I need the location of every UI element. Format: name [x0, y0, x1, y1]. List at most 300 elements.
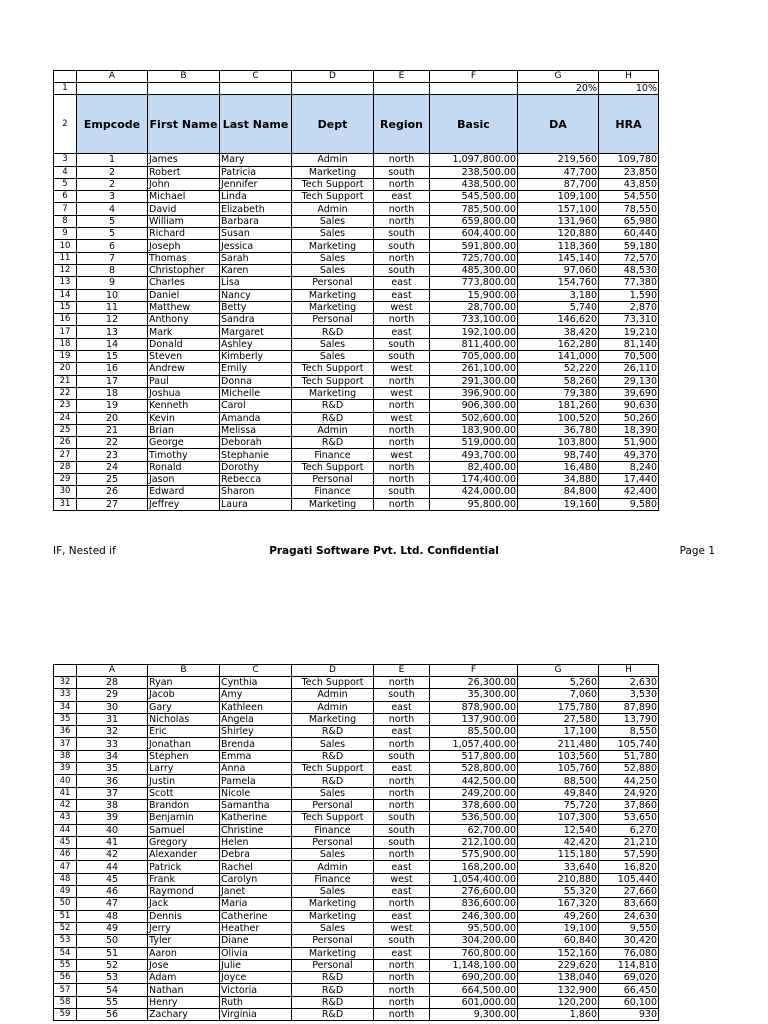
empcode-cell: 39 — [77, 812, 148, 824]
basic-cell: 1,148,100.00 — [430, 959, 518, 971]
empcode-cell: 41 — [77, 836, 148, 848]
dept-cell: R&D — [292, 1009, 374, 1021]
empcode-cell: 5 — [77, 215, 148, 227]
last-name-cell: Victoria — [220, 984, 292, 996]
last-name-cell: Heather — [220, 922, 292, 934]
row-number: 24 — [54, 412, 77, 424]
table-row — [54, 738, 659, 750]
basic-cell: 276,600.00 — [430, 886, 518, 898]
basic-cell: 246,300.00 — [430, 910, 518, 922]
region-cell: west — [374, 301, 430, 313]
region-cell: north — [374, 677, 430, 689]
da-cell: 1,860 — [518, 1009, 599, 1021]
dept-cell: Finance — [292, 486, 374, 498]
dept-cell: Personal — [292, 314, 374, 326]
table-row — [54, 178, 659, 190]
dept-cell: Marketing — [292, 387, 374, 399]
first-name-cell: Robert — [148, 166, 220, 178]
empcode-cell: 28 — [77, 677, 148, 689]
region-cell: north — [374, 713, 430, 725]
da-cell: 34,880 — [518, 474, 599, 486]
basic-cell: 760,800.00 — [430, 947, 518, 959]
empcode-cell: 30 — [77, 701, 148, 713]
dept-cell: Sales — [292, 351, 374, 363]
last-name-cell: Janet — [220, 886, 292, 898]
table-row — [54, 824, 659, 836]
region-cell: west — [374, 449, 430, 461]
region-cell: north — [374, 437, 430, 449]
region-cell: north — [374, 959, 430, 971]
hra-cell: 83,660 — [599, 898, 659, 910]
first-name-cell: Mark — [148, 326, 220, 338]
dept-cell: Tech Support — [292, 178, 374, 190]
row-number: 18 — [54, 338, 77, 350]
empcode-cell: 40 — [77, 824, 148, 836]
row-number: 53 — [54, 935, 77, 947]
row-number: 23 — [54, 400, 77, 412]
da-cell: 12,540 — [518, 824, 599, 836]
basic-cell: 545,500.00 — [430, 191, 518, 203]
basic-cell: 95,800.00 — [430, 498, 518, 510]
column-title: HRA — [599, 95, 659, 154]
last-name-cell: Rachel — [220, 861, 292, 873]
row-number: 20 — [54, 363, 77, 375]
da-cell: 115,180 — [518, 849, 599, 861]
da-cell: 75,720 — [518, 799, 599, 811]
first-name-cell: Jack — [148, 898, 220, 910]
region-cell: east — [374, 289, 430, 301]
row-number: 58 — [54, 996, 77, 1008]
first-name-cell: Brian — [148, 424, 220, 436]
footer-page-number: Page 1 — [679, 545, 715, 557]
table-row — [54, 486, 659, 498]
row-number: 31 — [54, 498, 77, 510]
table-row — [54, 424, 659, 436]
dept-cell: R&D — [292, 437, 374, 449]
da-cell: 162,280 — [518, 338, 599, 350]
basic-cell: 502,600.00 — [430, 412, 518, 424]
region-cell: north — [374, 1009, 430, 1021]
last-name-cell: Mary — [220, 154, 292, 166]
hra-cell: 50,260 — [599, 412, 659, 424]
hra-cell: 81,140 — [599, 338, 659, 350]
basic-cell: 192,100.00 — [430, 326, 518, 338]
last-name-cell: Jessica — [220, 240, 292, 252]
first-name-cell: Michael — [148, 191, 220, 203]
empcode-cell: 48 — [77, 910, 148, 922]
da-cell: 58,260 — [518, 375, 599, 387]
basic-cell: 183,900.00 — [430, 424, 518, 436]
row-number: 10 — [54, 240, 77, 252]
basic-cell: 528,800.00 — [430, 763, 518, 775]
region-cell: north — [374, 400, 430, 412]
hra-cell: 51,780 — [599, 750, 659, 762]
first-name-cell: Andrew — [148, 363, 220, 375]
first-name-cell: Samuel — [148, 824, 220, 836]
spreadsheet-page-2 — [53, 664, 659, 1021]
hra-cell: 69,020 — [599, 972, 659, 984]
row-number: 1 — [54, 83, 77, 95]
last-name-cell: Joyce — [220, 972, 292, 984]
da-cell: 49,260 — [518, 910, 599, 922]
column-letter: F — [430, 665, 518, 677]
dept-cell: Sales — [292, 787, 374, 799]
table-row — [54, 898, 659, 910]
hra-cell: 1,590 — [599, 289, 659, 301]
hra-cell: 66,450 — [599, 984, 659, 996]
row-number: 14 — [54, 289, 77, 301]
da-cell: 219,560 — [518, 154, 599, 166]
table-row — [54, 689, 659, 701]
dept-cell: Sales — [292, 849, 374, 861]
basic-cell: 604,400.00 — [430, 228, 518, 240]
table-row — [54, 351, 659, 363]
table-row — [54, 947, 659, 959]
dept-cell: R&D — [292, 412, 374, 424]
dept-cell: Personal — [292, 799, 374, 811]
last-name-cell: Melissa — [220, 424, 292, 436]
column-title: First Name — [148, 95, 220, 154]
hra-cell: 59,180 — [599, 240, 659, 252]
dept-cell: Sales — [292, 738, 374, 750]
basic-cell: 28,700.00 — [430, 301, 518, 313]
last-name-cell: Sarah — [220, 252, 292, 264]
da-cell: 47,700 — [518, 166, 599, 178]
empcode-cell: 8 — [77, 264, 148, 276]
table-row — [54, 203, 659, 215]
row-number: 51 — [54, 910, 77, 922]
table-row — [54, 873, 659, 885]
hra-cell: 8,550 — [599, 726, 659, 738]
first-name-cell: Steven — [148, 351, 220, 363]
first-name-cell: Ryan — [148, 677, 220, 689]
empcode-cell: 18 — [77, 387, 148, 399]
empcode-cell: 38 — [77, 799, 148, 811]
first-name-cell: James — [148, 154, 220, 166]
hra-cell: 13,790 — [599, 713, 659, 725]
dept-cell: R&D — [292, 750, 374, 762]
hra-cell: 78,550 — [599, 203, 659, 215]
last-name-cell: Patricia — [220, 166, 292, 178]
hra-cell: 51,900 — [599, 437, 659, 449]
table-row — [54, 886, 659, 898]
row-number: 12 — [54, 264, 77, 276]
last-name-cell: Barbara — [220, 215, 292, 227]
spreadsheet-page-1 — [53, 70, 659, 511]
dept-cell: Marketing — [292, 289, 374, 301]
region-cell: north — [374, 461, 430, 473]
empcode-cell: 42 — [77, 849, 148, 861]
first-name-cell: Justin — [148, 775, 220, 787]
empcode-cell: 9 — [77, 277, 148, 289]
region-cell: west — [374, 363, 430, 375]
empcode-cell: 4 — [77, 203, 148, 215]
first-name-cell: Dennis — [148, 910, 220, 922]
first-name-cell: Timothy — [148, 449, 220, 461]
row-number: 16 — [54, 314, 77, 326]
basic-cell: 35,300.00 — [430, 689, 518, 701]
hra-cell: 19,210 — [599, 326, 659, 338]
basic-cell: 664,500.00 — [430, 984, 518, 996]
region-cell: north — [374, 984, 430, 996]
dept-cell: Marketing — [292, 947, 374, 959]
column-letter: E — [374, 665, 430, 677]
dept-cell: Marketing — [292, 898, 374, 910]
last-name-cell: Christine — [220, 824, 292, 836]
dept-cell: Finance — [292, 449, 374, 461]
da-cell: 109,100 — [518, 191, 599, 203]
hra-cell: 44,250 — [599, 775, 659, 787]
last-name-cell: Emily — [220, 363, 292, 375]
basic-cell: 62,700.00 — [430, 824, 518, 836]
basic-cell: 1,054,400.00 — [430, 873, 518, 885]
first-name-cell: Edward — [148, 486, 220, 498]
hra-cell: 18,390 — [599, 424, 659, 436]
header-row — [54, 95, 659, 154]
empcode-cell: 51 — [77, 947, 148, 959]
dept-cell: Personal — [292, 277, 374, 289]
hra-cell: 24,630 — [599, 910, 659, 922]
dept-cell: Tech Support — [292, 363, 374, 375]
last-name-cell: Katherine — [220, 812, 292, 824]
first-name-cell: Nathan — [148, 984, 220, 996]
table-row — [54, 338, 659, 350]
dept-cell: Tech Support — [292, 461, 374, 473]
region-cell: south — [374, 486, 430, 498]
basic-cell: 1,057,400.00 — [430, 738, 518, 750]
row-number: 46 — [54, 849, 77, 861]
da-cell: 210,880 — [518, 873, 599, 885]
da-cell: 120,880 — [518, 228, 599, 240]
row-number: 44 — [54, 824, 77, 836]
da-rate-cell: 20% — [518, 83, 599, 95]
empcode-cell: 13 — [77, 326, 148, 338]
table-row — [54, 215, 659, 227]
table-row — [54, 972, 659, 984]
region-cell: east — [374, 910, 430, 922]
table-row — [54, 314, 659, 326]
last-name-cell: Diane — [220, 935, 292, 947]
table-row — [54, 984, 659, 996]
region-cell: east — [374, 326, 430, 338]
table-row — [54, 861, 659, 873]
da-cell: 100,520 — [518, 412, 599, 424]
empcode-cell: 47 — [77, 898, 148, 910]
basic-cell: 725,700.00 — [430, 252, 518, 264]
empcode-cell: 31 — [77, 713, 148, 725]
table-row — [54, 922, 659, 934]
table-row — [54, 154, 659, 166]
dept-cell: Personal — [292, 836, 374, 848]
last-name-cell: Karen — [220, 264, 292, 276]
basic-cell: 424,000.00 — [430, 486, 518, 498]
empcode-cell: 3 — [77, 191, 148, 203]
empty-cell — [220, 83, 292, 95]
hra-cell: 16,820 — [599, 861, 659, 873]
da-cell: 27,580 — [518, 713, 599, 725]
da-cell: 120,200 — [518, 996, 599, 1008]
dept-cell: R&D — [292, 400, 374, 412]
empcode-cell: 33 — [77, 738, 148, 750]
column-letter: H — [599, 665, 659, 677]
last-name-cell: Debra — [220, 849, 292, 861]
region-cell: north — [374, 252, 430, 264]
row-number: 7 — [54, 203, 77, 215]
dept-cell: Marketing — [292, 301, 374, 313]
first-name-cell: Matthew — [148, 301, 220, 313]
da-cell: 131,960 — [518, 215, 599, 227]
table-row — [54, 191, 659, 203]
column-letter: A — [77, 665, 148, 677]
row-number: 54 — [54, 947, 77, 959]
region-cell: west — [374, 922, 430, 934]
column-header-row — [54, 665, 659, 677]
basic-cell: 396,900.00 — [430, 387, 518, 399]
da-cell: 38,420 — [518, 326, 599, 338]
empcode-cell: 25 — [77, 474, 148, 486]
table-row — [54, 910, 659, 922]
row-number: 43 — [54, 812, 77, 824]
table-row — [54, 437, 659, 449]
row-number: 26 — [54, 437, 77, 449]
column-letter: D — [292, 665, 374, 677]
basic-cell: 517,800.00 — [430, 750, 518, 762]
da-cell: 3,180 — [518, 289, 599, 301]
first-name-cell: Scott — [148, 787, 220, 799]
da-cell: 132,900 — [518, 984, 599, 996]
dept-cell: Admin — [292, 203, 374, 215]
empcode-cell: 23 — [77, 449, 148, 461]
region-cell: south — [374, 935, 430, 947]
da-cell: 5,740 — [518, 301, 599, 313]
hra-cell: 6,270 — [599, 824, 659, 836]
da-cell: 181,260 — [518, 400, 599, 412]
first-name-cell: Frank — [148, 873, 220, 885]
empcode-cell: 22 — [77, 437, 148, 449]
da-cell: 36,780 — [518, 424, 599, 436]
corner-cell — [54, 71, 77, 83]
first-name-cell: Gary — [148, 701, 220, 713]
first-name-cell: Jonathan — [148, 738, 220, 750]
table-row — [54, 701, 659, 713]
empcode-cell: 45 — [77, 873, 148, 885]
corner-cell — [54, 665, 77, 677]
hra-cell: 48,530 — [599, 264, 659, 276]
table-row — [54, 775, 659, 787]
basic-cell: 773,800.00 — [430, 277, 518, 289]
hra-cell: 42,400 — [599, 486, 659, 498]
row-number: 34 — [54, 701, 77, 713]
table-row — [54, 326, 659, 338]
row-number: 25 — [54, 424, 77, 436]
last-name-cell: Pamela — [220, 775, 292, 787]
column-letter: G — [518, 71, 599, 83]
row-number: 3 — [54, 154, 77, 166]
last-name-cell: Laura — [220, 498, 292, 510]
empcode-cell: 52 — [77, 959, 148, 971]
footer-confidential-text: Pragati Software Pvt. Ltd. Confidential — [269, 545, 499, 557]
dept-cell: Personal — [292, 935, 374, 947]
dept-cell: Finance — [292, 824, 374, 836]
da-cell: 79,380 — [518, 387, 599, 399]
region-cell: south — [374, 166, 430, 178]
row-number: 15 — [54, 301, 77, 313]
dept-cell: Sales — [292, 215, 374, 227]
table-row — [54, 726, 659, 738]
basic-cell: 249,200.00 — [430, 787, 518, 799]
empcode-cell: 34 — [77, 750, 148, 762]
region-cell: south — [374, 228, 430, 240]
da-cell: 211,480 — [518, 738, 599, 750]
first-name-cell: Paul — [148, 375, 220, 387]
last-name-cell: Donna — [220, 375, 292, 387]
row-number: 49 — [54, 886, 77, 898]
dept-cell: Finance — [292, 873, 374, 885]
rate-row — [54, 83, 659, 95]
region-cell: west — [374, 873, 430, 885]
first-name-cell: Henry — [148, 996, 220, 1008]
column-letter: C — [220, 665, 292, 677]
da-cell: 145,140 — [518, 252, 599, 264]
hra-cell: 57,590 — [599, 849, 659, 861]
first-name-cell: Nicholas — [148, 713, 220, 725]
basic-cell: 493,700.00 — [430, 449, 518, 461]
empty-cell — [374, 83, 430, 95]
hra-cell: 52,880 — [599, 763, 659, 775]
dept-cell: Sales — [292, 228, 374, 240]
first-name-cell: Stephen — [148, 750, 220, 762]
empcode-cell: 6 — [77, 240, 148, 252]
hra-cell: 9,580 — [599, 498, 659, 510]
basic-cell: 878,900.00 — [430, 701, 518, 713]
basic-cell: 378,600.00 — [430, 799, 518, 811]
dept-cell: Tech Support — [292, 812, 374, 824]
column-title: Basic — [430, 95, 518, 154]
basic-cell: 238,500.00 — [430, 166, 518, 178]
region-cell: north — [374, 178, 430, 190]
empcode-cell: 14 — [77, 338, 148, 350]
empty-cell — [430, 83, 518, 95]
da-cell: 175,780 — [518, 701, 599, 713]
dept-cell: Sales — [292, 264, 374, 276]
empcode-cell: 10 — [77, 289, 148, 301]
empcode-cell: 1 — [77, 154, 148, 166]
region-cell: north — [374, 849, 430, 861]
basic-cell: 906,300.00 — [430, 400, 518, 412]
row-number: 2 — [54, 95, 77, 154]
first-name-cell: Kevin — [148, 412, 220, 424]
empcode-cell: 16 — [77, 363, 148, 375]
hra-cell: 43,850 — [599, 178, 659, 190]
region-cell: north — [374, 215, 430, 227]
da-cell: 97,060 — [518, 264, 599, 276]
dept-cell: Marketing — [292, 713, 374, 725]
empcode-cell: 12 — [77, 314, 148, 326]
last-name-cell: Catherine — [220, 910, 292, 922]
hra-cell: 37,860 — [599, 799, 659, 811]
basic-cell: 1,097,800.00 — [430, 154, 518, 166]
hra-cell: 2,870 — [599, 301, 659, 313]
hra-cell: 60,100 — [599, 996, 659, 1008]
empty-cell — [148, 83, 220, 95]
basic-cell: 168,200.00 — [430, 861, 518, 873]
first-name-cell: Joseph — [148, 240, 220, 252]
da-cell: 7,060 — [518, 689, 599, 701]
region-cell: north — [374, 972, 430, 984]
dept-cell: Admin — [292, 861, 374, 873]
da-cell: 152,160 — [518, 947, 599, 959]
last-name-cell: Sandra — [220, 314, 292, 326]
